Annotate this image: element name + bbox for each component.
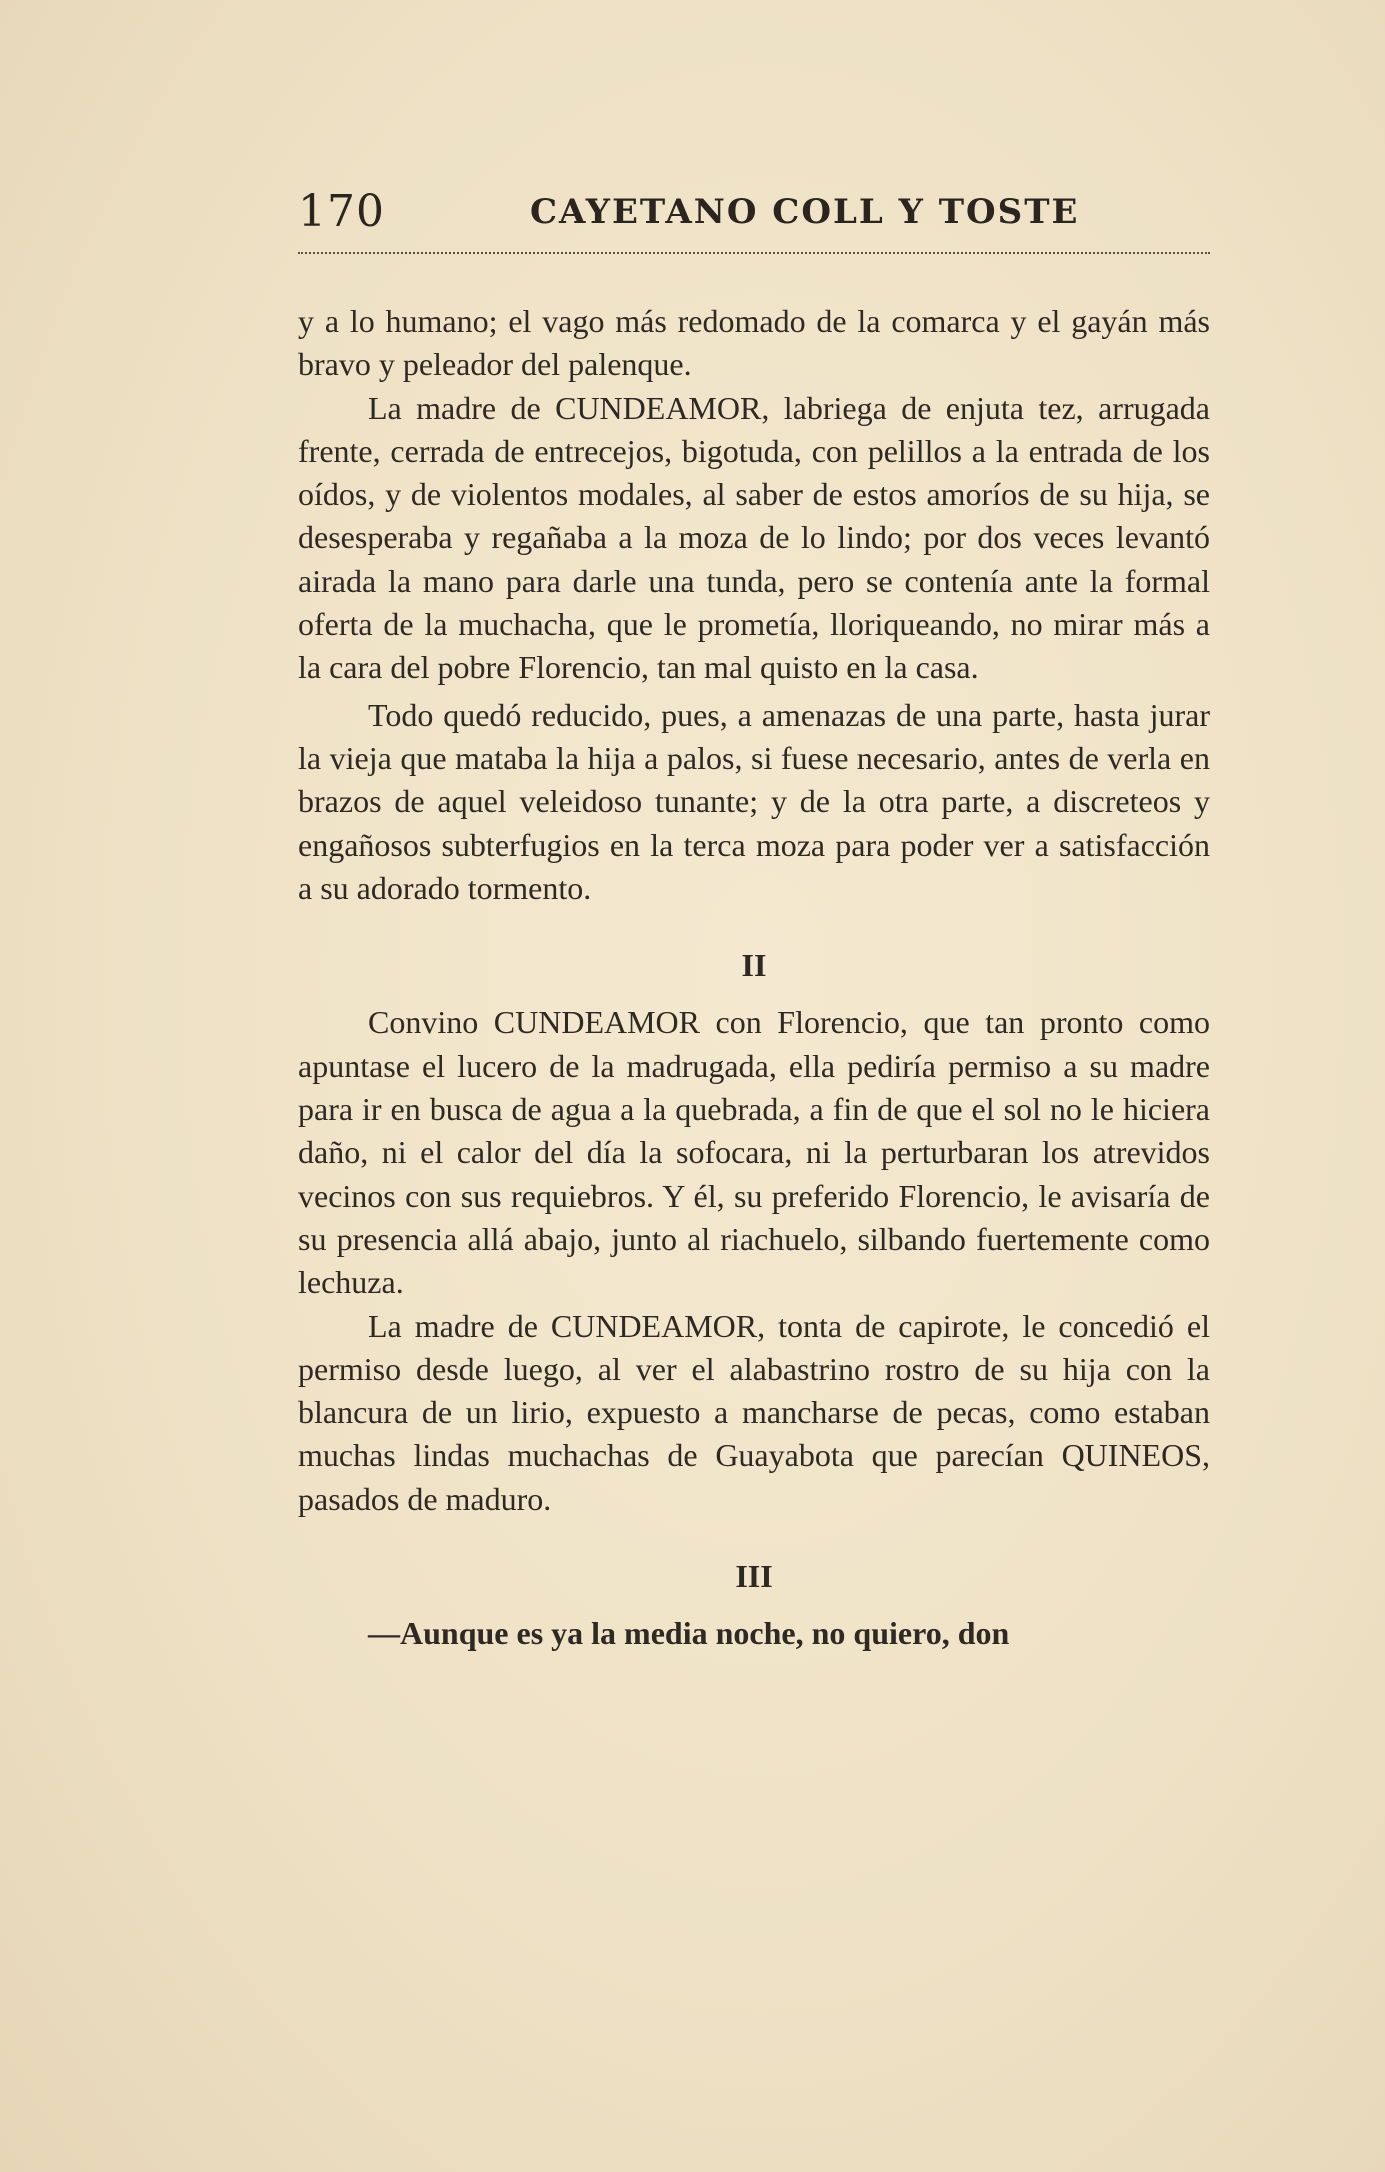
- paragraph-6: —Aunque es ya la media noche, no quiero, don: [368, 1615, 1010, 1652]
- page-number: 170: [298, 186, 385, 237]
- paragraph-5: La madre de CUNDEAMOR, tonta de capirote, le concedió el permiso desde luego, al ver el alabastrino rostro de su hija con la blancura de un lirio, expuesto a mancharse de pecas, como estaban muchas lindas muchachas de Guayabota que parecían QUINEOS, pasados de maduro.: [298, 1307, 1210, 1517]
- body-text: [298, 300, 1210, 1656]
- page-header: [298, 178, 1210, 248]
- running-title: CAYETANO COLL Y TOSTE: [530, 192, 1080, 232]
- paragraph-3: Todo quedó reducido, pues, a amenazas de una parte, hasta jurar la vieja que mataba la hija a palos, si fuese necesario, antes de verla en brazos de aquel veleidoso tunante; y de la otra parte, a discreteos y engañosos subterfugios en la terca moza para poder ver a satisfacción a su adorado tormento.: [298, 696, 1210, 906]
- section-heading-3: III: [735, 1558, 773, 1595]
- section-heading-2: II: [741, 947, 767, 984]
- paragraph-4: Convino CUNDEAMOR con Florencio, que tan pronto como apuntase el lucero de la madrugada, ella pediría permiso a su madre para ir en busca de agua a la quebrada, a fin de que el sol no le hiciera daño, ni el calor del día la sofocara, ni la perturbaran los atrevidos vecinos con sus requiebros. Y él, su preferido Florencio, le avisaría de su presencia allá abajo, junto al riachuelo, silbando fuertemente como lechuza.: [298, 1004, 1210, 1301]
- paragraph-2: La madre de CUNDEAMOR, labriega de enjuta tez, arrugada frente, cerrada de entrecejos, bigotuda, con pelillos a la entrada de los oídos, y de violentos modales, al saber de estos amoríos de su hija, se desesperaba y regañaba a la moza de lo lindo; por dos veces levantó airada la mano para darle una tunda, pero se contenía ante la formal oferta de la muchacha, que le prometía, lloriqueando, no mirar más a la cara del pobre Florencio, tan mal quisto en la casa.: [298, 389, 1210, 686]
- paragraph-1: y a lo humano; el vago más redomado de la comarca y el gayán más bravo y peleador del palenque.: [298, 303, 1210, 383]
- header-rule: [298, 252, 1210, 254]
